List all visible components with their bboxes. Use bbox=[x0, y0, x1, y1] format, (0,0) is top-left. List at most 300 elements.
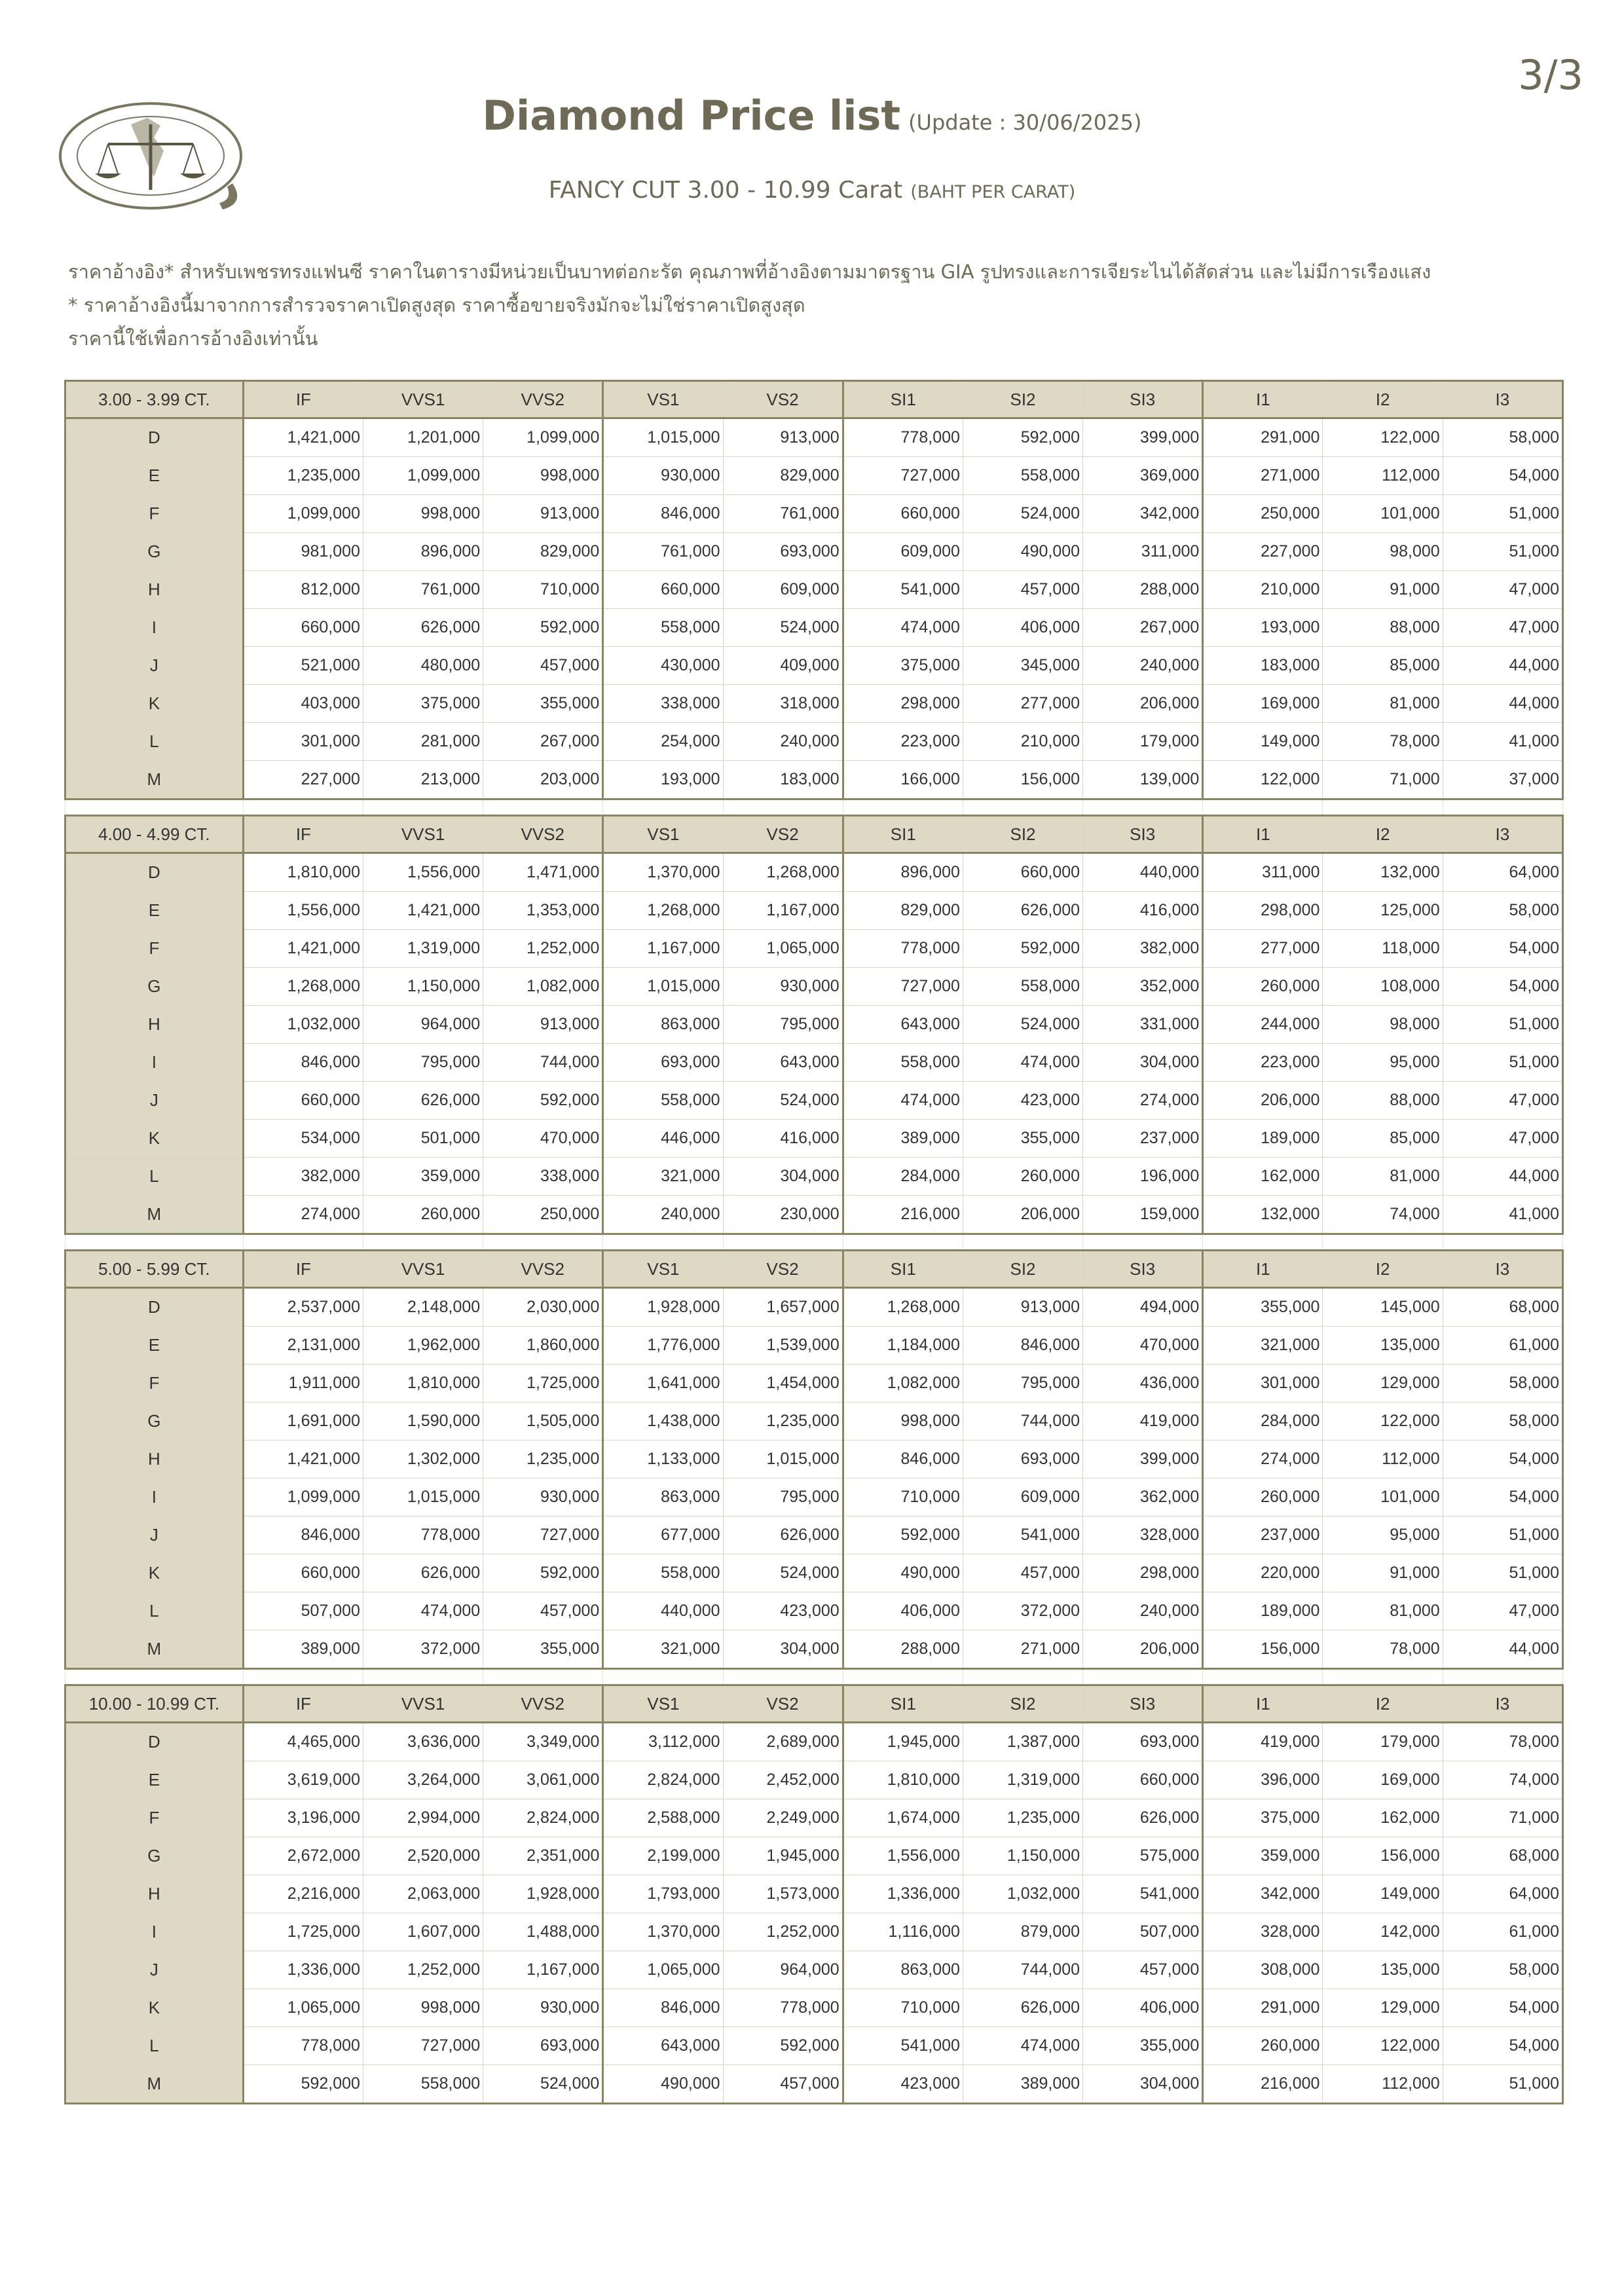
price-cell: 507,000 bbox=[243, 1592, 363, 1630]
price-cell: 304,000 bbox=[1083, 1044, 1203, 1082]
price-cell: 328,000 bbox=[1203, 1913, 1323, 1951]
price-cell: 416,000 bbox=[1083, 892, 1203, 930]
price-cell: 1,573,000 bbox=[723, 1875, 843, 1913]
price-cell: 1,421,000 bbox=[363, 892, 483, 930]
price-cell: 998,000 bbox=[363, 1989, 483, 2027]
table-row bbox=[65, 1951, 1563, 1989]
price-cell: 1,454,000 bbox=[723, 1365, 843, 1403]
price-cell: 778,000 bbox=[363, 1516, 483, 1554]
price-cell: 4,465,000 bbox=[243, 1723, 363, 1761]
price-cell: 1,133,000 bbox=[603, 1441, 723, 1478]
price-cell: 274,000 bbox=[1203, 1441, 1323, 1478]
clarity-header: VS2 bbox=[723, 381, 843, 418]
price-cell: 58,000 bbox=[1443, 892, 1562, 930]
price-cell: 125,000 bbox=[1323, 892, 1443, 930]
price-cell: 592,000 bbox=[483, 1554, 603, 1592]
price-cell: 1,370,000 bbox=[603, 853, 723, 892]
table-row bbox=[65, 1723, 1563, 1761]
note-line: * ราคาอ้างอิงนี้มาจากการสำรวจราคาเปิดสูงสุด ราคาซื้อขายจริงมักจะไม่ใช่ราคาเปิดสูงสุด bbox=[68, 294, 805, 316]
price-cell: 359,000 bbox=[1203, 1837, 1323, 1875]
table-row bbox=[65, 685, 1563, 723]
price-cell: 149,000 bbox=[1323, 1875, 1443, 1913]
color-grade: M bbox=[65, 761, 244, 799]
color-grade: K bbox=[65, 685, 244, 723]
price-cell: 189,000 bbox=[1203, 1120, 1323, 1158]
price-cell: 250,000 bbox=[1203, 495, 1323, 533]
clarity-header: IF bbox=[243, 1685, 363, 1723]
price-cell: 626,000 bbox=[1083, 1799, 1203, 1837]
price-cell: 237,000 bbox=[1083, 1120, 1203, 1158]
clarity-header: VVS1 bbox=[363, 1685, 483, 1723]
subtitle: FANCY CUT 3.00 - 10.99 Carat bbox=[548, 177, 903, 204]
price-cell: 85,000 bbox=[1323, 647, 1443, 685]
price-cell: 291,000 bbox=[1203, 418, 1323, 457]
price-cell: 1,556,000 bbox=[843, 1837, 963, 1875]
price-cell: 1,556,000 bbox=[363, 853, 483, 892]
price-cell: 1,015,000 bbox=[723, 1441, 843, 1478]
price-cell: 693,000 bbox=[1083, 1723, 1203, 1761]
price-cell: 321,000 bbox=[603, 1630, 723, 1669]
price-cell: 812,000 bbox=[243, 571, 363, 609]
color-grade: G bbox=[65, 968, 244, 1006]
price-cell: 1,268,000 bbox=[243, 968, 363, 1006]
price-cell: 626,000 bbox=[963, 892, 1082, 930]
price-cell: 419,000 bbox=[1203, 1723, 1323, 1761]
price-cell: 541,000 bbox=[843, 2027, 963, 2065]
price-cell: 1,421,000 bbox=[243, 930, 363, 968]
price-cell: 203,000 bbox=[483, 761, 603, 799]
price-cell: 436,000 bbox=[1083, 1365, 1203, 1403]
color-grade: G bbox=[65, 533, 244, 571]
table-row bbox=[65, 1082, 1563, 1120]
price-cell: 1,438,000 bbox=[603, 1403, 723, 1441]
price-cell: 981,000 bbox=[243, 533, 363, 571]
price-cell: 474,000 bbox=[963, 2027, 1082, 2065]
price-cell: 71,000 bbox=[1323, 761, 1443, 799]
price-cell: 710,000 bbox=[483, 571, 603, 609]
price-cell: 964,000 bbox=[363, 1006, 483, 1044]
price-tables bbox=[64, 380, 1564, 2104]
price-cell: 846,000 bbox=[843, 1441, 963, 1478]
color-grade: E bbox=[65, 1761, 244, 1799]
price-cell: 274,000 bbox=[1083, 1082, 1203, 1120]
price-cell: 1,945,000 bbox=[843, 1723, 963, 1761]
price-cell: 474,000 bbox=[963, 1044, 1082, 1082]
price-cell: 318,000 bbox=[723, 685, 843, 723]
price-cell: 3,349,000 bbox=[483, 1723, 603, 1761]
note-line: ราคานี้ใช้เพื่อการอ้างอิงเท่านั้น bbox=[68, 327, 318, 350]
price-cell: 2,131,000 bbox=[243, 1327, 363, 1365]
color-grade: F bbox=[65, 1799, 244, 1837]
price-cell: 541,000 bbox=[963, 1516, 1082, 1554]
price-cell: 416,000 bbox=[723, 1120, 843, 1158]
price-cell: 2,199,000 bbox=[603, 1837, 723, 1875]
price-cell: 930,000 bbox=[483, 1989, 603, 2027]
table-spacer bbox=[65, 799, 1563, 816]
price-cell: 260,000 bbox=[1203, 2027, 1323, 2065]
price-cell: 829,000 bbox=[723, 457, 843, 495]
price-cell: 298,000 bbox=[1203, 892, 1323, 930]
price-cell: 1,015,000 bbox=[603, 418, 723, 457]
color-grade: D bbox=[65, 418, 244, 457]
price-cell: 3,264,000 bbox=[363, 1761, 483, 1799]
price-cell: 372,000 bbox=[963, 1592, 1082, 1630]
clarity-header: VS2 bbox=[723, 1251, 843, 1288]
price-cell: 298,000 bbox=[1083, 1554, 1203, 1592]
price-cell: 345,000 bbox=[963, 647, 1082, 685]
price-cell: 846,000 bbox=[963, 1327, 1082, 1365]
price-cell: 399,000 bbox=[1083, 418, 1203, 457]
clarity-header: SI1 bbox=[843, 1685, 963, 1723]
price-cell: 244,000 bbox=[1203, 1006, 1323, 1044]
price-cell: 896,000 bbox=[363, 533, 483, 571]
price-cell: 609,000 bbox=[963, 1478, 1082, 1516]
price-cell: 964,000 bbox=[723, 1951, 843, 1989]
price-cell: 795,000 bbox=[963, 1365, 1082, 1403]
price-cell: 355,000 bbox=[483, 685, 603, 723]
price-cell: 643,000 bbox=[723, 1044, 843, 1082]
price-cell: 81,000 bbox=[1323, 685, 1443, 723]
clarity-header: I1 bbox=[1203, 1685, 1323, 1723]
price-cell: 1,911,000 bbox=[243, 1365, 363, 1403]
price-cell: 135,000 bbox=[1323, 1327, 1443, 1365]
price-cell: 406,000 bbox=[1083, 1989, 1203, 2027]
price-cell: 1,353,000 bbox=[483, 892, 603, 930]
price-cell: 1,539,000 bbox=[723, 1327, 843, 1365]
price-cell: 254,000 bbox=[603, 723, 723, 761]
price-cell: 51,000 bbox=[1443, 495, 1562, 533]
price-cell: 1,268,000 bbox=[723, 853, 843, 892]
price-cell: 457,000 bbox=[1083, 1951, 1203, 1989]
price-cell: 1,860,000 bbox=[483, 1327, 603, 1365]
price-cell: 626,000 bbox=[963, 1989, 1082, 2027]
price-cell: 507,000 bbox=[1083, 1913, 1203, 1951]
price-cell: 643,000 bbox=[603, 2027, 723, 2065]
clarity-header: I1 bbox=[1203, 816, 1323, 853]
price-cell: 399,000 bbox=[1083, 1441, 1203, 1478]
price-cell: 1,150,000 bbox=[963, 1837, 1082, 1875]
table-row bbox=[65, 1403, 1563, 1441]
notes bbox=[68, 255, 1431, 356]
clarity-header: SI2 bbox=[963, 816, 1082, 853]
price-cell: 409,000 bbox=[723, 647, 843, 685]
price-cell: 47,000 bbox=[1443, 1592, 1562, 1630]
price-cell: 338,000 bbox=[483, 1158, 603, 1196]
price-cell: 291,000 bbox=[1203, 1989, 1323, 2027]
price-cell: 524,000 bbox=[963, 1006, 1082, 1044]
price-cell: 457,000 bbox=[963, 1554, 1082, 1592]
price-cell: 727,000 bbox=[363, 2027, 483, 2065]
price-cell: 1,235,000 bbox=[723, 1403, 843, 1441]
table-row bbox=[65, 1478, 1563, 1516]
price-cell: 998,000 bbox=[483, 457, 603, 495]
price-cell: 156,000 bbox=[963, 761, 1082, 799]
color-grade: H bbox=[65, 571, 244, 609]
table-row bbox=[65, 930, 1563, 968]
price-cell: 1,319,000 bbox=[363, 930, 483, 968]
price-cell: 51,000 bbox=[1443, 1554, 1562, 1592]
price-cell: 1,099,000 bbox=[363, 457, 483, 495]
carat-range-label: 10.00 - 10.99 CT. bbox=[65, 1685, 244, 1723]
color-grade: K bbox=[65, 1989, 244, 2027]
clarity-header: IF bbox=[243, 1251, 363, 1288]
color-grade: E bbox=[65, 457, 244, 495]
price-cell: 122,000 bbox=[1203, 761, 1323, 799]
clarity-header: SI3 bbox=[1083, 816, 1203, 853]
price-cell: 98,000 bbox=[1323, 533, 1443, 571]
price-cell: 558,000 bbox=[603, 1082, 723, 1120]
clarity-header: I3 bbox=[1443, 1685, 1562, 1723]
price-cell: 1,810,000 bbox=[843, 1761, 963, 1799]
price-cell: 156,000 bbox=[1323, 1837, 1443, 1875]
price-cell: 879,000 bbox=[963, 1913, 1082, 1951]
price-cell: 227,000 bbox=[243, 761, 363, 799]
price-cell: 355,000 bbox=[483, 1630, 603, 1669]
color-grade: G bbox=[65, 1403, 244, 1441]
price-cell: 375,000 bbox=[843, 647, 963, 685]
price-cell: 863,000 bbox=[603, 1478, 723, 1516]
price-cell: 829,000 bbox=[843, 892, 963, 930]
price-cell: 274,000 bbox=[243, 1196, 363, 1234]
price-cell: 68,000 bbox=[1443, 1837, 1562, 1875]
price-cell: 846,000 bbox=[603, 1989, 723, 2027]
price-cell: 626,000 bbox=[723, 1516, 843, 1554]
price-cell: 846,000 bbox=[243, 1044, 363, 1082]
price-cell: 423,000 bbox=[843, 2065, 963, 2104]
price-cell: 1,065,000 bbox=[723, 930, 843, 968]
price-cell: 375,000 bbox=[1203, 1799, 1323, 1837]
price-cell: 240,000 bbox=[1083, 647, 1203, 685]
table-row bbox=[65, 2027, 1563, 2065]
color-grade: H bbox=[65, 1875, 244, 1913]
price-cell: 575,000 bbox=[1083, 1837, 1203, 1875]
price-cell: 78,000 bbox=[1323, 1630, 1443, 1669]
price-cell: 1,167,000 bbox=[483, 1951, 603, 1989]
price-cell: 169,000 bbox=[1203, 685, 1323, 723]
price-cell: 524,000 bbox=[723, 1554, 843, 1592]
price-cell: 206,000 bbox=[1083, 685, 1203, 723]
price-cell: 761,000 bbox=[603, 533, 723, 571]
price-cell: 541,000 bbox=[1083, 1875, 1203, 1913]
price-cell: 301,000 bbox=[243, 723, 363, 761]
price-cell: 304,000 bbox=[723, 1158, 843, 1196]
price-cell: 1,150,000 bbox=[363, 968, 483, 1006]
price-cell: 206,000 bbox=[1083, 1630, 1203, 1669]
price-cell: 216,000 bbox=[843, 1196, 963, 1234]
clarity-header: VS1 bbox=[603, 816, 723, 853]
table-row bbox=[65, 1158, 1563, 1196]
price-cell: 440,000 bbox=[603, 1592, 723, 1630]
clarity-header: I2 bbox=[1323, 816, 1443, 853]
price-cell: 795,000 bbox=[723, 1006, 843, 1044]
table-row bbox=[65, 1196, 1563, 1234]
price-cell: 795,000 bbox=[723, 1478, 843, 1516]
price-cell: 145,000 bbox=[1323, 1288, 1443, 1327]
price-cell: 419,000 bbox=[1083, 1403, 1203, 1441]
price-cell: 1,032,000 bbox=[963, 1875, 1082, 1913]
price-cell: 524,000 bbox=[723, 609, 843, 647]
price-cell: 240,000 bbox=[1083, 1592, 1203, 1630]
price-cell: 250,000 bbox=[483, 1196, 603, 1234]
price-cell: 2,689,000 bbox=[723, 1723, 843, 1761]
price-cell: 61,000 bbox=[1443, 1913, 1562, 1951]
color-grade: J bbox=[65, 1082, 244, 1120]
price-cell: 524,000 bbox=[483, 2065, 603, 2104]
price-cell: 159,000 bbox=[1083, 1196, 1203, 1234]
table-row bbox=[65, 2065, 1563, 2104]
price-cell: 660,000 bbox=[603, 571, 723, 609]
price-cell: 1,167,000 bbox=[603, 930, 723, 968]
price-cell: 930,000 bbox=[723, 968, 843, 1006]
price-cell: 2,537,000 bbox=[243, 1288, 363, 1327]
price-cell: 321,000 bbox=[1203, 1327, 1323, 1365]
price-cell: 592,000 bbox=[963, 930, 1082, 968]
price-cell: 41,000 bbox=[1443, 1196, 1562, 1234]
price-cell: 534,000 bbox=[243, 1120, 363, 1158]
color-grade: I bbox=[65, 1478, 244, 1516]
price-cell: 311,000 bbox=[1083, 533, 1203, 571]
table-row bbox=[65, 1120, 1563, 1158]
price-cell: 1,082,000 bbox=[483, 968, 603, 1006]
price-cell: 1,015,000 bbox=[363, 1478, 483, 1516]
color-grade: L bbox=[65, 1158, 244, 1196]
clarity-header: I1 bbox=[1203, 1251, 1323, 1288]
clarity-header: VVS1 bbox=[363, 381, 483, 418]
price-cell: 778,000 bbox=[843, 418, 963, 457]
price-cell: 1,099,000 bbox=[243, 495, 363, 533]
clarity-header: SI2 bbox=[963, 381, 1082, 418]
price-cell: 44,000 bbox=[1443, 685, 1562, 723]
table-row bbox=[65, 1837, 1563, 1875]
price-cell: 284,000 bbox=[1203, 1403, 1323, 1441]
price-cell: 338,000 bbox=[603, 685, 723, 723]
price-cell: 267,000 bbox=[1083, 609, 1203, 647]
price-cell: 693,000 bbox=[963, 1441, 1082, 1478]
price-cell: 1,336,000 bbox=[843, 1875, 963, 1913]
price-cell: 2,351,000 bbox=[483, 1837, 603, 1875]
price-cell: 423,000 bbox=[963, 1082, 1082, 1120]
color-grade: I bbox=[65, 609, 244, 647]
price-cell: 626,000 bbox=[363, 609, 483, 647]
price-cell: 260,000 bbox=[1203, 968, 1323, 1006]
price-cell: 223,000 bbox=[1203, 1044, 1323, 1082]
color-grade: D bbox=[65, 1723, 244, 1761]
price-cell: 179,000 bbox=[1323, 1723, 1443, 1761]
price-cell: 189,000 bbox=[1203, 1592, 1323, 1630]
price-cell: 311,000 bbox=[1203, 853, 1323, 892]
table-row bbox=[65, 1516, 1563, 1554]
price-cell: 592,000 bbox=[243, 2065, 363, 2104]
price-cell: 1,793,000 bbox=[603, 1875, 723, 1913]
price-cell: 91,000 bbox=[1323, 571, 1443, 609]
price-cell: 1,201,000 bbox=[363, 418, 483, 457]
clarity-header: I3 bbox=[1443, 381, 1562, 418]
price-cell: 406,000 bbox=[963, 609, 1082, 647]
price-cell: 1,065,000 bbox=[243, 1989, 363, 2027]
table-row bbox=[65, 853, 1563, 892]
price-cell: 74,000 bbox=[1443, 1761, 1562, 1799]
price-cell: 44,000 bbox=[1443, 1630, 1562, 1669]
price-cell: 727,000 bbox=[843, 457, 963, 495]
price-cell: 1,268,000 bbox=[843, 1288, 963, 1327]
price-cell: 135,000 bbox=[1323, 1951, 1443, 1989]
price-cell: 3,196,000 bbox=[243, 1799, 363, 1837]
price-cell: 1,235,000 bbox=[483, 1441, 603, 1478]
price-cell: 913,000 bbox=[483, 495, 603, 533]
price-cell: 240,000 bbox=[723, 723, 843, 761]
price-cell: 521,000 bbox=[243, 647, 363, 685]
price-cell: 1,725,000 bbox=[483, 1365, 603, 1403]
price-cell: 54,000 bbox=[1443, 1441, 1562, 1478]
carat-range-label: 3.00 - 3.99 CT. bbox=[65, 381, 244, 418]
price-cell: 101,000 bbox=[1323, 495, 1443, 533]
price-cell: 3,061,000 bbox=[483, 1761, 603, 1799]
price-cell: 95,000 bbox=[1323, 1044, 1443, 1082]
price-cell: 88,000 bbox=[1323, 609, 1443, 647]
price-cell: 710,000 bbox=[843, 1989, 963, 2027]
price-cell: 1,505,000 bbox=[483, 1403, 603, 1441]
price-cell: 677,000 bbox=[603, 1516, 723, 1554]
price-cell: 778,000 bbox=[723, 1989, 843, 2027]
price-cell: 122,000 bbox=[1323, 1403, 1443, 1441]
price-cell: 108,000 bbox=[1323, 968, 1443, 1006]
price-cell: 1,674,000 bbox=[843, 1799, 963, 1837]
price-cell: 558,000 bbox=[843, 1044, 963, 1082]
price-table bbox=[64, 380, 1564, 2104]
price-cell: 375,000 bbox=[363, 685, 483, 723]
price-cell: 166,000 bbox=[843, 761, 963, 799]
price-cell: 660,000 bbox=[843, 495, 963, 533]
table-header-row bbox=[65, 381, 1563, 418]
price-cell: 744,000 bbox=[963, 1403, 1082, 1441]
price-cell: 423,000 bbox=[723, 1592, 843, 1630]
price-cell: 129,000 bbox=[1323, 1989, 1443, 2027]
color-grade: K bbox=[65, 1120, 244, 1158]
price-cell: 406,000 bbox=[843, 1592, 963, 1630]
price-cell: 389,000 bbox=[243, 1630, 363, 1669]
price-cell: 122,000 bbox=[1323, 2027, 1443, 2065]
price-cell: 1,319,000 bbox=[963, 1761, 1082, 1799]
clarity-header: SI2 bbox=[963, 1251, 1082, 1288]
price-cell: 41,000 bbox=[1443, 723, 1562, 761]
price-cell: 88,000 bbox=[1323, 1082, 1443, 1120]
clarity-header: SI3 bbox=[1083, 1251, 1203, 1288]
price-cell: 896,000 bbox=[843, 853, 963, 892]
price-cell: 1,268,000 bbox=[603, 892, 723, 930]
price-cell: 1,235,000 bbox=[963, 1799, 1082, 1837]
price-cell: 3,636,000 bbox=[363, 1723, 483, 1761]
price-cell: 196,000 bbox=[1083, 1158, 1203, 1196]
clarity-header: VVS2 bbox=[483, 1685, 603, 1723]
price-cell: 68,000 bbox=[1443, 1288, 1562, 1327]
price-cell: 328,000 bbox=[1083, 1516, 1203, 1554]
price-cell: 1,421,000 bbox=[243, 1441, 363, 1478]
clarity-header: VS1 bbox=[603, 1685, 723, 1723]
color-grade: F bbox=[65, 495, 244, 533]
price-cell: 139,000 bbox=[1083, 761, 1203, 799]
price-cell: 1,235,000 bbox=[243, 457, 363, 495]
price-cell: 592,000 bbox=[963, 418, 1082, 457]
price-cell: 846,000 bbox=[243, 1516, 363, 1554]
price-cell: 355,000 bbox=[963, 1120, 1082, 1158]
price-cell: 1,387,000 bbox=[963, 1723, 1082, 1761]
price-cell: 183,000 bbox=[1203, 647, 1323, 685]
color-grade: L bbox=[65, 1592, 244, 1630]
clarity-header: VS1 bbox=[603, 381, 723, 418]
table-row bbox=[65, 1592, 1563, 1630]
update-date: (Update : 30/06/2025) bbox=[908, 110, 1142, 135]
price-cell: 213,000 bbox=[363, 761, 483, 799]
